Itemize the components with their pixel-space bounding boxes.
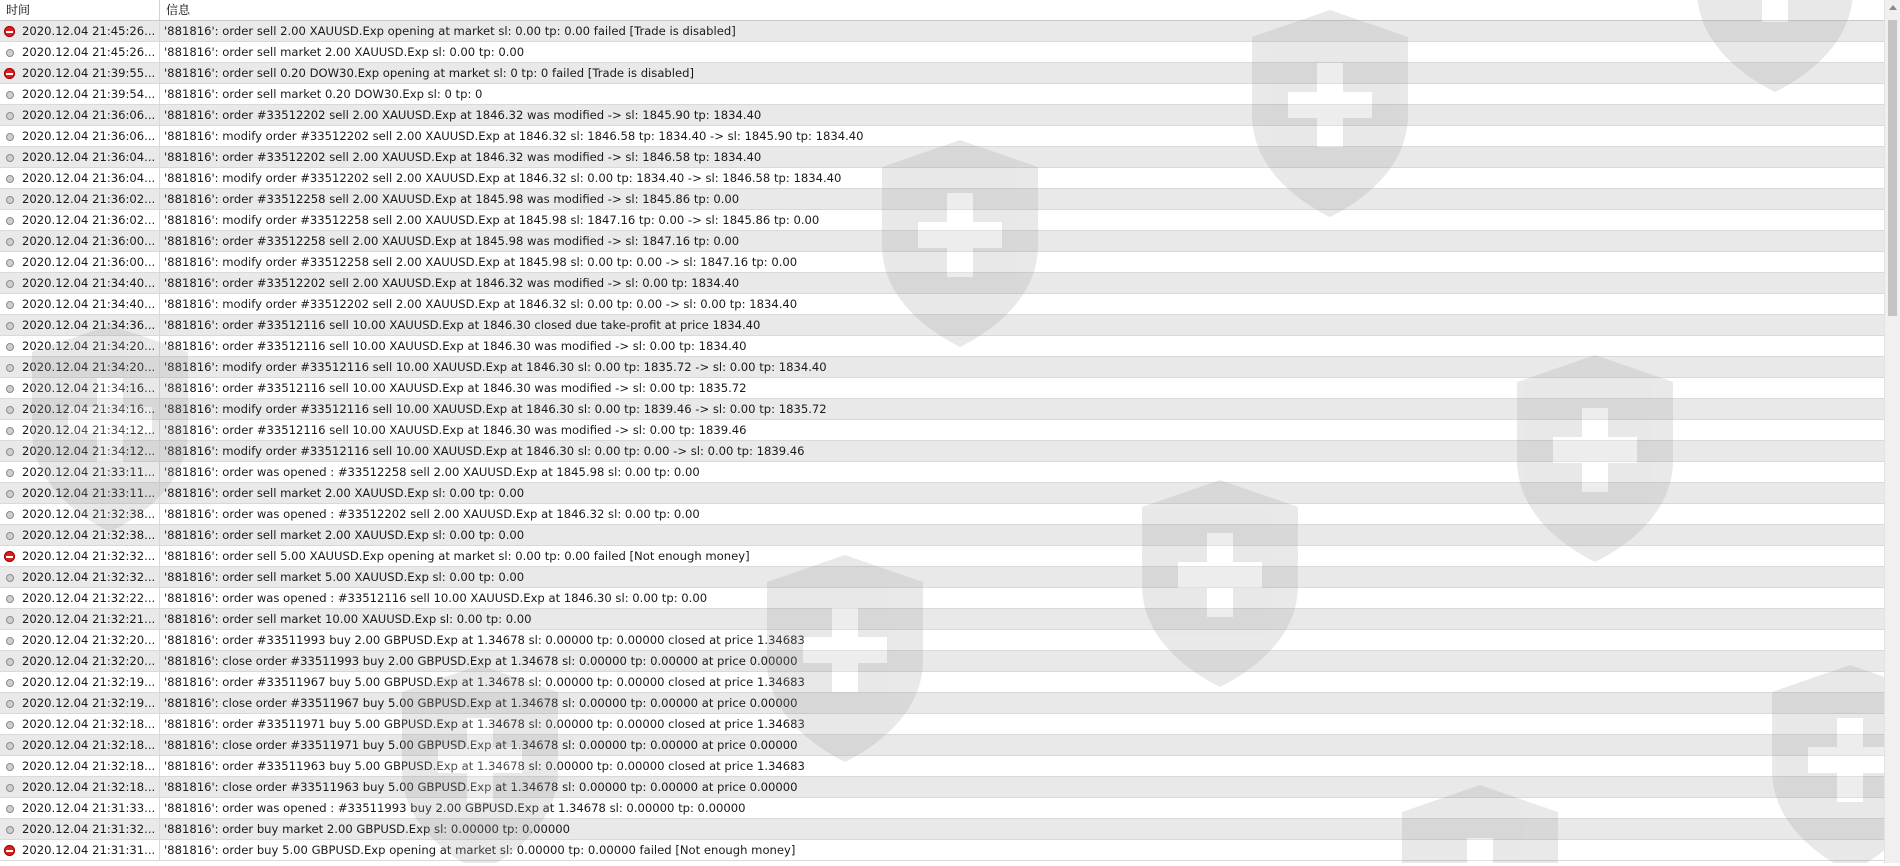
info-dot-icon (6, 763, 14, 771)
info-dot-icon (6, 322, 14, 330)
log-message: '881816': order #33512116 sell 10.00 XAUUSD.Exp at 1846.30 closed due take-profit at price 1834.40 (164, 318, 761, 332)
log-message: '881816': close order #33511993 buy 2.00 GBPUSD.Exp at 1.34678 sl: 0.00000 tp: 0.00000 at price 0.00000 (164, 654, 798, 668)
cell-divider (159, 42, 160, 63)
info-dot-icon (6, 175, 14, 183)
log-message: '881816': order sell 2.00 XAUUSD.Exp opening at market sl: 0.00 tp: 0.00 failed [Trade is disabled] (164, 24, 736, 38)
cell-divider (159, 399, 160, 420)
cell-divider (159, 105, 160, 126)
log-time: 2020.12.04 21:32:18... (22, 738, 156, 752)
log-row[interactable] (0, 651, 1884, 672)
log-message: '881816': order was opened : #33511993 buy 2.00 GBPUSD.Exp at 1.34678 sl: 0.00000 tp: 0.00000 (164, 801, 746, 815)
log-time: 2020.12.04 21:36:00... (22, 255, 156, 269)
log-message: '881816': order #33511963 buy 5.00 GBPUSD.Exp at 1.34678 sl: 0.00000 tp: 0.00000 closed at price 1.34683 (164, 759, 805, 773)
column-header-info[interactable]: 信息 (166, 3, 191, 17)
column-header (0, 0, 1884, 21)
info-dot-icon (6, 364, 14, 372)
info-dot-icon (6, 385, 14, 393)
log-row[interactable] (0, 567, 1884, 588)
info-dot-icon (6, 259, 14, 267)
vertical-scrollbar[interactable] (1884, 0, 1900, 863)
info-dot-icon (6, 532, 14, 540)
log-row[interactable] (0, 462, 1884, 483)
log-time: 2020.12.04 21:32:38... (22, 528, 156, 542)
info-dot-icon (6, 238, 14, 246)
info-dot-icon (6, 112, 14, 120)
scroll-thumb[interactable] (1888, 20, 1897, 316)
info-dot-icon (6, 721, 14, 729)
log-row[interactable] (0, 147, 1884, 168)
cell-divider (159, 525, 160, 546)
error-stop-icon (4, 26, 15, 37)
cell-divider (159, 714, 160, 735)
log-message: '881816': order #33511967 buy 5.00 GBPUSD.Exp at 1.34678 sl: 0.00000 tp: 0.00000 closed at price 1.34683 (164, 675, 805, 689)
cell-divider (159, 504, 160, 525)
log-message: '881816': order was opened : #33512116 sell 10.00 XAUUSD.Exp at 1846.30 sl: 0.00 tp: 0.00 (164, 591, 708, 605)
log-message: '881816': modify order #33512116 sell 10.00 XAUUSD.Exp at 1846.30 sl: 0.00 tp: 0.00 -> sl: 0.00 tp: 1839.46 (164, 444, 805, 458)
cell-divider (159, 420, 160, 441)
info-dot-icon (6, 301, 14, 309)
cell-divider (159, 378, 160, 399)
log-row[interactable] (0, 630, 1884, 651)
cell-divider (159, 798, 160, 819)
log-time: 2020.12.04 21:39:55... (22, 66, 156, 80)
log-row[interactable] (0, 441, 1884, 462)
log-row[interactable] (0, 693, 1884, 714)
log-row[interactable] (0, 189, 1884, 210)
log-row[interactable] (0, 525, 1884, 546)
log-message: '881816': close order #33511971 buy 5.00 GBPUSD.Exp at 1.34678 sl: 0.00000 tp: 0.00000 at price 0.00000 (164, 738, 798, 752)
cell-divider (159, 21, 160, 42)
cell-divider (159, 819, 160, 840)
cell-divider (159, 294, 160, 315)
log-rows (0, 21, 1884, 861)
log-row[interactable] (0, 777, 1884, 798)
log-time: 2020.12.04 21:34:16... (22, 402, 156, 416)
log-time: 2020.12.04 21:32:38... (22, 507, 156, 521)
log-time: 2020.12.04 21:34:20... (22, 339, 156, 353)
cell-divider (159, 336, 160, 357)
log-time: 2020.12.04 21:36:02... (22, 213, 156, 227)
log-message: '881816': order sell market 2.00 XAUUSD.Exp sl: 0.00 tp: 0.00 (164, 486, 525, 500)
log-time: 2020.12.04 21:32:32... (22, 549, 156, 563)
log-time: 2020.12.04 21:32:32... (22, 570, 156, 584)
log-time: 2020.12.04 21:36:00... (22, 234, 156, 248)
log-row[interactable] (0, 336, 1884, 357)
cell-divider (159, 315, 160, 336)
log-message: '881816': modify order #33512202 sell 2.00 XAUUSD.Exp at 1846.32 sl: 1846.58 tp: 1834.40 -> sl: 1845.90 tp: 1834.40 (164, 129, 864, 143)
info-dot-icon (6, 616, 14, 624)
cell-divider (159, 756, 160, 777)
log-row[interactable] (0, 798, 1884, 819)
info-dot-icon (6, 49, 14, 57)
log-time: 2020.12.04 21:36:06... (22, 108, 156, 122)
info-dot-icon (6, 448, 14, 456)
info-dot-icon (6, 742, 14, 750)
log-row[interactable] (0, 231, 1884, 252)
log-message: '881816': order buy 5.00 GBPUSD.Exp opening at market sl: 0.00000 tp: 0.00000 failed [Not enough money] (164, 843, 796, 857)
log-row[interactable] (0, 273, 1884, 294)
info-dot-icon (6, 196, 14, 204)
log-time: 2020.12.04 21:32:20... (22, 654, 156, 668)
log-row[interactable] (0, 252, 1884, 273)
log-time: 2020.12.04 21:36:04... (22, 150, 156, 164)
log-message: '881816': order sell market 2.00 XAUUSD.Exp sl: 0.00 tp: 0.00 (164, 45, 525, 59)
info-dot-icon (6, 784, 14, 792)
log-time: 2020.12.04 21:31:33... (22, 801, 156, 815)
log-row[interactable] (0, 819, 1884, 840)
info-dot-icon (6, 91, 14, 99)
log-row[interactable] (0, 210, 1884, 231)
log-row[interactable] (0, 672, 1884, 693)
log-message: '881816': modify order #33512202 sell 2.00 XAUUSD.Exp at 1846.32 sl: 0.00 tp: 1834.40 -> sl: 1846.58 tp: 1834.40 (164, 171, 842, 185)
log-row[interactable] (0, 105, 1884, 126)
info-dot-icon (6, 490, 14, 498)
log-row[interactable] (0, 756, 1884, 777)
cell-divider (159, 693, 160, 714)
info-dot-icon (6, 280, 14, 288)
cell-divider (159, 546, 160, 567)
cell-divider (159, 840, 160, 861)
log-row[interactable] (0, 546, 1884, 567)
log-message: '881816': order #33511993 buy 2.00 GBPUSD.Exp at 1.34678 sl: 0.00000 tp: 0.00000 closed at price 1.34683 (164, 633, 805, 647)
cell-divider (159, 672, 160, 693)
log-time: 2020.12.04 21:32:18... (22, 717, 156, 731)
cell-divider (159, 273, 160, 294)
log-row[interactable] (0, 399, 1884, 420)
log-time: 2020.12.04 21:45:26... (22, 45, 156, 59)
log-message: '881816': order #33512202 sell 2.00 XAUUSD.Exp at 1846.32 was modified -> sl: 1845.90 tp: 1834.40 (164, 108, 762, 122)
log-row[interactable] (0, 735, 1884, 756)
cell-divider (159, 63, 160, 84)
log-time: 2020.12.04 21:36:02... (22, 192, 156, 206)
cell-divider (159, 126, 160, 147)
cell-divider (159, 735, 160, 756)
log-message: '881816': modify order #33512202 sell 2.00 XAUUSD.Exp at 1846.32 sl: 0.00 tp: 0.00 -> sl: 0.00 tp: 1834.40 (164, 297, 798, 311)
log-row[interactable] (0, 483, 1884, 504)
log-message: '881816': order #33512116 sell 10.00 XAUUSD.Exp at 1846.30 was modified -> sl: 0.00 tp: 1834.40 (164, 339, 747, 353)
cell-divider (159, 147, 160, 168)
log-message: '881816': order sell 0.20 DOW30.Exp opening at market sl: 0 tp: 0 failed [Trade is disabled] (164, 66, 695, 80)
log-message: '881816': order buy market 2.00 GBPUSD.Exp sl: 0.00000 tp: 0.00000 (164, 822, 570, 836)
log-time: 2020.12.04 21:34:12... (22, 423, 156, 437)
error-stop-icon (4, 845, 15, 856)
log-row[interactable] (0, 63, 1884, 84)
column-header-time[interactable]: 时间 (6, 3, 31, 17)
log-row[interactable] (0, 294, 1884, 315)
log-message: '881816': order #33512258 sell 2.00 XAUUSD.Exp at 1845.98 was modified -> sl: 1845.86 tp: 0.00 (164, 192, 740, 206)
log-message: '881816': order sell market 0.20 DOW30.Exp sl: 0 tp: 0 (164, 87, 483, 101)
log-time: 2020.12.04 21:34:20... (22, 360, 156, 374)
info-dot-icon (6, 574, 14, 582)
log-message: '881816': order was opened : #33512258 sell 2.00 XAUUSD.Exp at 1845.98 sl: 0.00 tp: 0.00 (164, 465, 700, 479)
log-time: 2020.12.04 21:34:12... (22, 444, 156, 458)
cell-divider (159, 189, 160, 210)
log-row[interactable] (0, 21, 1884, 42)
log-message: '881816': order sell market 5.00 XAUUSD.Exp sl: 0.00 tp: 0.00 (164, 570, 525, 584)
cell-divider (159, 168, 160, 189)
info-dot-icon (6, 343, 14, 351)
scroll-up-arrow-icon[interactable] (1889, 5, 1897, 10)
cell-divider (159, 357, 160, 378)
log-time: 2020.12.04 21:34:16... (22, 381, 156, 395)
cell-divider (159, 210, 160, 231)
log-time: 2020.12.04 21:33:11... (22, 465, 156, 479)
log-row[interactable] (0, 840, 1884, 861)
error-stop-icon (4, 68, 15, 79)
info-dot-icon (6, 700, 14, 708)
log-time: 2020.12.04 21:32:19... (22, 675, 156, 689)
log-time: 2020.12.04 21:36:04... (22, 171, 156, 185)
log-time: 2020.12.04 21:32:18... (22, 780, 156, 794)
log-time: 2020.12.04 21:32:18... (22, 759, 156, 773)
info-dot-icon (6, 469, 14, 477)
log-row[interactable] (0, 315, 1884, 336)
cell-divider (159, 567, 160, 588)
info-dot-icon (6, 406, 14, 414)
log-time: 2020.12.04 21:34:40... (22, 297, 156, 311)
info-dot-icon (6, 154, 14, 162)
log-time: 2020.12.04 21:32:21... (22, 612, 156, 626)
log-time: 2020.12.04 21:31:32... (22, 822, 156, 836)
log-message: '881816': modify order #33512258 sell 2.00 XAUUSD.Exp at 1845.98 sl: 1847.16 tp: 0.00 -> sl: 1845.86 tp: 0.00 (164, 213, 820, 227)
info-dot-icon (6, 637, 14, 645)
log-time: 2020.12.04 21:32:22... (22, 591, 156, 605)
log-message: '881816': order sell market 10.00 XAUUSD.Exp sl: 0.00 tp: 0.00 (164, 612, 532, 626)
log-row[interactable] (0, 714, 1884, 735)
info-dot-icon (6, 805, 14, 813)
log-time: 2020.12.04 21:39:54... (22, 87, 156, 101)
log-message: '881816': order #33512116 sell 10.00 XAUUSD.Exp at 1846.30 was modified -> sl: 0.00 tp: 1839.46 (164, 423, 747, 437)
log-time: 2020.12.04 21:32:19... (22, 696, 156, 710)
log-row[interactable] (0, 504, 1884, 525)
log-message: '881816': order sell market 2.00 XAUUSD.Exp sl: 0.00 tp: 0.00 (164, 528, 525, 542)
log-time: 2020.12.04 21:45:26... (22, 24, 156, 38)
log-message: '881816': order #33512202 sell 2.00 XAUUSD.Exp at 1846.32 was modified -> sl: 0.00 tp: 1834.40 (164, 276, 740, 290)
log-row[interactable] (0, 357, 1884, 378)
log-message: '881816': modify order #33512258 sell 2.00 XAUUSD.Exp at 1845.98 sl: 0.00 tp: 0.00 -> sl: 1847.16 tp: 0.00 (164, 255, 798, 269)
log-row[interactable] (0, 420, 1884, 441)
log-row[interactable] (0, 126, 1884, 147)
log-row[interactable] (0, 84, 1884, 105)
log-message: '881816': modify order #33512116 sell 10.00 XAUUSD.Exp at 1846.30 sl: 0.00 tp: 1839.46 -> sl: 0.00 tp: 1835.72 (164, 402, 827, 416)
info-dot-icon (6, 217, 14, 225)
log-message: '881816': order was opened : #33512202 sell 2.00 XAUUSD.Exp at 1846.32 sl: 0.00 tp: 0.00 (164, 507, 700, 521)
log-time: 2020.12.04 21:36:06... (22, 129, 156, 143)
cell-divider (159, 231, 160, 252)
log-message: '881816': order #33511971 buy 5.00 GBPUSD.Exp at 1.34678 sl: 0.00000 tp: 0.00000 closed at price 1.34683 (164, 717, 805, 731)
log-time: 2020.12.04 21:34:40... (22, 276, 156, 290)
log-row[interactable] (0, 588, 1884, 609)
cell-divider (159, 483, 160, 504)
cell-divider (159, 777, 160, 798)
log-row[interactable] (0, 378, 1884, 399)
log-message: '881816': modify order #33512116 sell 10.00 XAUUSD.Exp at 1846.30 sl: 0.00 tp: 1835.72 -> sl: 0.00 tp: 1834.40 (164, 360, 827, 374)
info-dot-icon (6, 133, 14, 141)
log-time: 2020.12.04 21:33:11... (22, 486, 156, 500)
cell-divider (159, 651, 160, 672)
log-row[interactable] (0, 42, 1884, 63)
info-dot-icon (6, 511, 14, 519)
log-message: '881816': close order #33511967 buy 5.00 GBPUSD.Exp at 1.34678 sl: 0.00000 tp: 0.00000 at price 0.00000 (164, 696, 798, 710)
log-time: 2020.12.04 21:34:36... (22, 318, 156, 332)
info-dot-icon (6, 427, 14, 435)
log-message: '881816': order #33512202 sell 2.00 XAUUSD.Exp at 1846.32 was modified -> sl: 1846.58 tp: 1834.40 (164, 150, 762, 164)
info-dot-icon (6, 595, 14, 603)
cell-divider (159, 441, 160, 462)
info-dot-icon (6, 826, 14, 834)
cell-divider (159, 588, 160, 609)
info-dot-icon (6, 658, 14, 666)
log-time: 2020.12.04 21:32:20... (22, 633, 156, 647)
log-row[interactable] (0, 168, 1884, 189)
log-time: 2020.12.04 21:31:31... (22, 843, 156, 857)
log-message: '881816': order #33512258 sell 2.00 XAUUSD.Exp at 1845.98 was modified -> sl: 1847.16 tp: 0.00 (164, 234, 740, 248)
cell-divider (159, 462, 160, 483)
log-message: '881816': order #33512116 sell 10.00 XAUUSD.Exp at 1846.30 was modified -> sl: 0.00 tp: 1835.72 (164, 381, 747, 395)
error-stop-icon (4, 551, 15, 562)
cell-divider (159, 609, 160, 630)
column-divider[interactable] (159, 0, 160, 20)
log-message: '881816': close order #33511963 buy 5.00 GBPUSD.Exp at 1.34678 sl: 0.00000 tp: 0.00000 at price 0.00000 (164, 780, 798, 794)
cell-divider (159, 252, 160, 273)
log-message: '881816': order sell 5.00 XAUUSD.Exp opening at market sl: 0.00 tp: 0.00 failed [Not enough money] (164, 549, 750, 563)
log-row[interactable] (0, 609, 1884, 630)
cell-divider (159, 630, 160, 651)
info-dot-icon (6, 679, 14, 687)
cell-divider (159, 84, 160, 105)
